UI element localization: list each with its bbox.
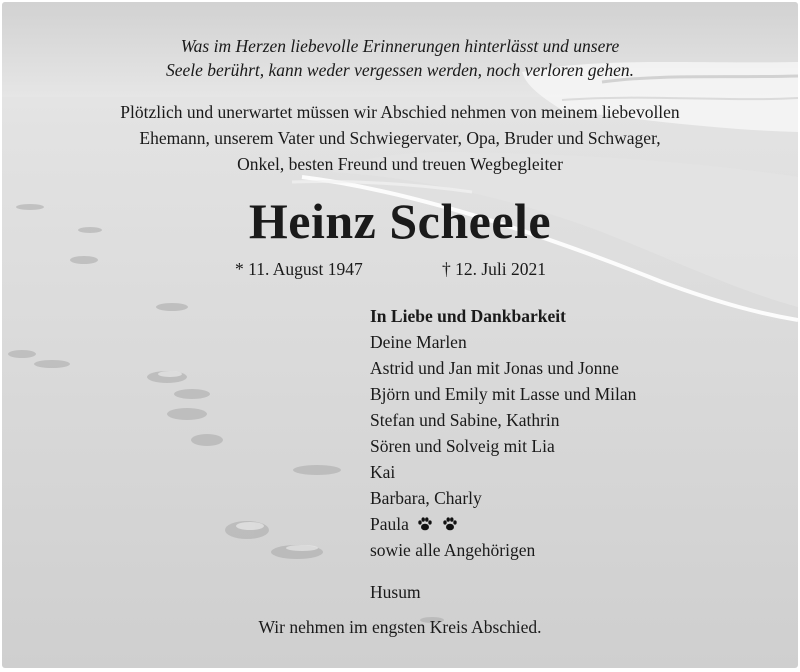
announcement-line: Onkel, besten Freund und treuen Wegbegleiter (237, 154, 563, 174)
announcement-text (2, 99, 798, 177)
mourner-line: Sören und Solveig mit Lia (370, 436, 555, 456)
paw-print-icon (417, 516, 433, 532)
mourner-line: Kai (370, 462, 396, 482)
paw-print-icon (442, 516, 458, 532)
death-date: † 12. Juli 2021 (442, 259, 547, 279)
place-name: Husum (370, 582, 421, 602)
announcement-line: Ehemann, unserem Vater und Schwiegervater, Opa, Bruder und Schwager, (139, 128, 661, 148)
mourners-heading: In Liebe und Dankbarkeit (370, 306, 566, 326)
mourner-line: Barbara, Charly (370, 488, 482, 508)
birth-date: * 11. August 1947 (235, 259, 363, 279)
mourners-list (370, 303, 636, 563)
mourner-line: Astrid und Jan mit Jonas und Jonne (370, 358, 619, 378)
mourner-name: Paula (370, 514, 409, 534)
mourner-line: Deine Marlen (370, 332, 467, 352)
closing-note: Wir nehmen im engsten Kreis Abschied. (258, 617, 542, 637)
deceased-name: Heinz Scheele (248, 193, 552, 249)
obituary-card (2, 2, 798, 668)
mourner-line-paula (370, 511, 636, 537)
mourner-line: sowie alle Angehörigen (370, 540, 536, 560)
mourner-line: Björn und Emily mit Lasse und Milan (370, 384, 637, 404)
quote-line: Was im Herzen liebevolle Erinnerungen hinterlässt und unsere (180, 36, 620, 56)
announcement-line: Plötzlich und unerwartet müssen wir Abschied nehmen von meinem liebevollen (120, 102, 680, 122)
mourner-line: Stefan und Sabine, Kathrin (370, 410, 560, 430)
quote-line: Seele berührt, kann weder vergessen werden, noch verloren gehen. (166, 60, 634, 80)
memorial-quote (2, 34, 798, 82)
